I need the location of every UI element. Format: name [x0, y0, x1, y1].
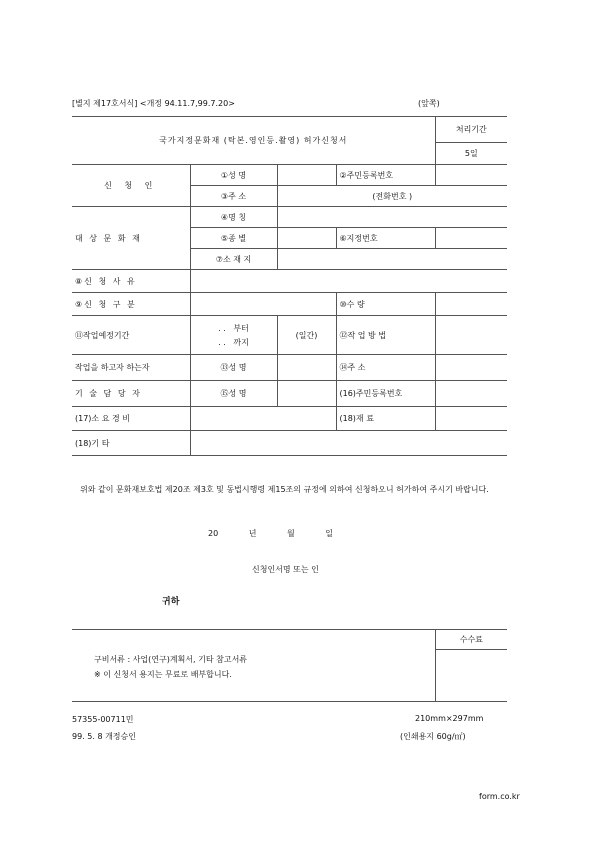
technician-rrn-field[interactable]	[435, 381, 507, 407]
applicant-name-field[interactable]	[277, 165, 336, 186]
application-form-table	[72, 116, 507, 702]
fee-label: 수수료	[435, 630, 507, 650]
period-to-dots: . .	[218, 337, 226, 347]
applicant-signature: 신청인서명 또는 인	[252, 565, 319, 574]
date-month: 월	[287, 529, 295, 538]
cost-field[interactable]	[190, 407, 336, 431]
other-label: (18)기 타	[72, 431, 190, 456]
target-name-field[interactable]	[277, 207, 507, 228]
addressee-label: 귀하	[162, 597, 180, 607]
method-field[interactable]	[435, 316, 507, 355]
form-title: 국가지정문화재 (탁본.영인등.촬영) 허가신청서	[72, 117, 435, 165]
fee-field[interactable]	[435, 650, 507, 702]
period-to-label: 까지	[233, 337, 249, 347]
worker-address-field[interactable]	[435, 355, 507, 381]
category-field[interactable]	[190, 293, 336, 316]
attachments-line-2: ※ 이 신청서 용지는 무료로 배부합니다.	[94, 670, 232, 679]
reason-field[interactable]	[190, 270, 507, 293]
technician-name-label: ⑮성 명	[190, 381, 277, 407]
technician-label: 기 술 담 당 자	[72, 381, 190, 407]
other-field[interactable]	[190, 431, 507, 456]
category-label: ⑨신 청 구 분	[72, 293, 190, 316]
quantity-label: ⑩수 량	[336, 293, 435, 316]
declaration-section	[72, 456, 507, 630]
material-field[interactable]	[435, 407, 507, 431]
technician-rrn-label: (16)주민등록번호	[336, 381, 435, 407]
footer-paper-weight: (인쇄용지 60g/㎡)	[400, 732, 466, 741]
target-section-label: 대 상 문 화 재	[72, 207, 190, 270]
applicant-section-label: 신 청 인	[72, 165, 190, 207]
target-designation-label: ⑥지정번호	[336, 228, 435, 249]
period-from-label: 부터	[233, 323, 249, 333]
worker-name-field[interactable]	[277, 355, 336, 381]
declaration-date	[208, 528, 361, 539]
processing-period-value: 5일	[435, 143, 507, 165]
target-designation-field[interactable]	[435, 228, 507, 249]
material-label: (18)재 료	[336, 407, 435, 431]
period-label: ⑪작업예정기간	[72, 316, 190, 355]
footer-paper-size: 210mm×297mm	[415, 714, 484, 723]
target-name-label: ④명 칭	[190, 207, 277, 228]
form-number-label: [별지 제17호서식] <개정 94.11.7,99.7.20>	[72, 99, 235, 108]
reason-label: ⑧신 청 사 유	[72, 270, 190, 293]
period-dates[interactable]	[190, 316, 277, 355]
declaration-text: 위와 같이 문화재보호법 제20조 제3호 및 동법시행령 제15조의 규정에 의하여 신청하오니 허가하여 주시기 바랍니다.	[80, 485, 489, 494]
worker-name-label: ⑬성 명	[190, 355, 277, 381]
quantity-field[interactable]	[435, 293, 507, 316]
attachments-line-1: 구비서류 : 사업(연구)계획서, 기타 참고서류	[94, 655, 248, 664]
date-day: 일	[325, 529, 334, 538]
footer-form-code: 57355-00711민	[72, 715, 134, 724]
period-from-dots: . .	[218, 323, 226, 333]
applicant-rrn-label: ②주민등록번호	[336, 165, 435, 186]
front-side-label: (앞쪽)	[418, 99, 440, 108]
applicant-rrn-field[interactable]	[435, 165, 507, 186]
target-location-field[interactable]	[277, 249, 507, 270]
applicant-address-field[interactable]: (전화번호 )	[277, 186, 507, 207]
cost-label: (17)소 요 경 비	[72, 407, 190, 431]
period-days-label: (일간)	[277, 316, 336, 355]
worker-label: 작업을 하고자 하는자	[72, 355, 190, 381]
date-prefix: 20	[208, 529, 219, 538]
processing-period-label: 처리기간	[435, 117, 507, 143]
applicant-address-label: ③주 소	[190, 186, 277, 207]
target-location-label: ⑦소 재 지	[190, 249, 277, 270]
footer-approval: 99. 5. 8 개정승인	[72, 732, 136, 741]
applicant-name-label: ①성 명	[190, 165, 277, 186]
date-year: 년	[248, 529, 257, 538]
target-kind-label: ⑤종 별	[190, 228, 277, 249]
method-label: ⑫작 업 방 법	[336, 316, 435, 355]
target-kind-field[interactable]	[277, 228, 336, 249]
technician-name-field[interactable]	[277, 381, 336, 407]
attachments-section	[72, 630, 435, 702]
worker-address-label: ⑭주 소	[336, 355, 435, 381]
footer-site: form.co.kr	[479, 792, 520, 801]
